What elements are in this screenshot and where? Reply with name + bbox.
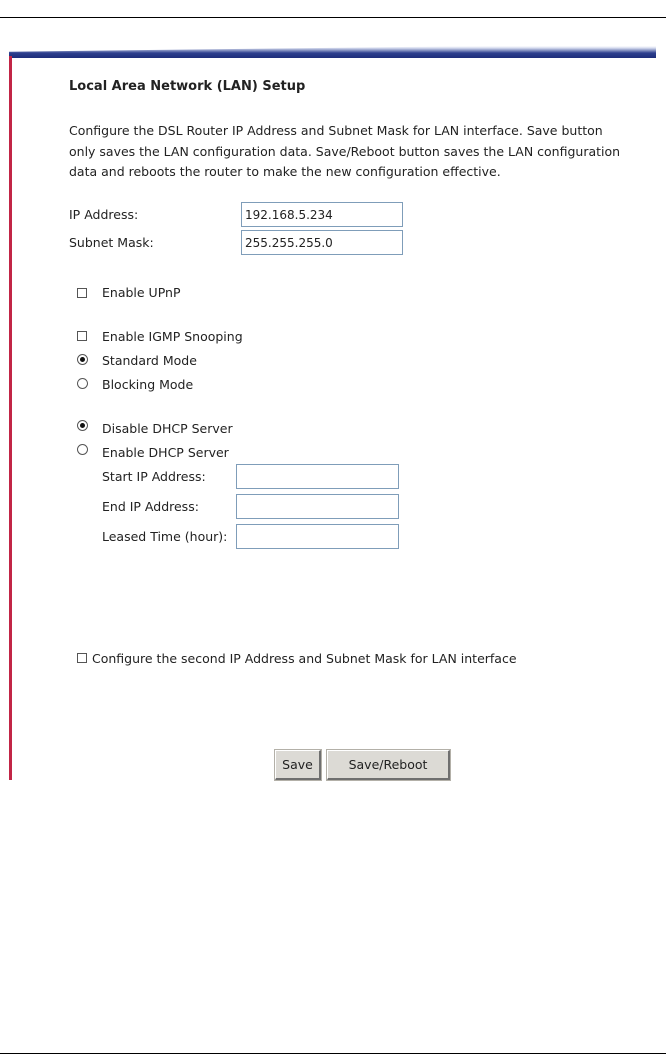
description-line: Configure the DSL Router IP Address and Subnet Mask for LAN interface. Save button (69, 123, 603, 138)
save-button[interactable]: Save (275, 750, 321, 780)
subnet-mask-label: Subnet Mask: (69, 235, 154, 250)
subnet-mask-input[interactable] (241, 230, 403, 255)
page-bottom-rule (0, 1053, 666, 1054)
leased-time-input[interactable] (236, 524, 399, 549)
start-ip-address-input[interactable] (236, 464, 399, 489)
disable-dhcp-server-radio[interactable] (77, 420, 88, 431)
left-accent-bar (9, 56, 12, 780)
blocking-mode-label: Blocking Mode (102, 377, 194, 392)
enable-upnp-checkbox[interactable] (77, 288, 87, 298)
second-ip-checkbox[interactable] (77, 653, 87, 663)
ip-address-label: IP Address: (69, 207, 139, 222)
enable-dhcp-server-radio[interactable] (77, 444, 88, 455)
start-ip-address-label: Start IP Address: (102, 469, 206, 484)
end-ip-address-input[interactable] (236, 494, 399, 519)
leased-time-label: Leased Time (hour): (102, 529, 228, 544)
end-ip-address-label: End IP Address: (102, 499, 199, 514)
ip-address-input[interactable] (241, 202, 403, 227)
enable-upnp-label: Enable UPnP (102, 285, 181, 300)
enable-igmp-snooping-checkbox[interactable] (77, 331, 87, 341)
enable-dhcp-server-label: Enable DHCP Server (102, 445, 229, 460)
description-line: data and reboots the router to make the new configuration effective. (69, 164, 501, 179)
page-title: Local Area Network (LAN) Setup (69, 79, 306, 94)
second-ip-label: Configure the second IP Address and Subnet Mask for LAN interface (92, 651, 517, 666)
standard-mode-radio[interactable] (77, 354, 88, 365)
disable-dhcp-server-label: Disable DHCP Server (102, 421, 233, 436)
standard-mode-label: Standard Mode (102, 353, 197, 368)
blocking-mode-radio[interactable] (77, 378, 88, 389)
header-band (9, 44, 656, 58)
page-description (69, 121, 649, 183)
save-reboot-button[interactable]: Save/Reboot (327, 750, 450, 780)
description-line: only saves the LAN configuration data. Save/Reboot button saves the LAN configuration (69, 143, 621, 159)
page-top-rule (0, 17, 666, 18)
enable-igmp-snooping-label: Enable IGMP Snooping (102, 329, 243, 344)
